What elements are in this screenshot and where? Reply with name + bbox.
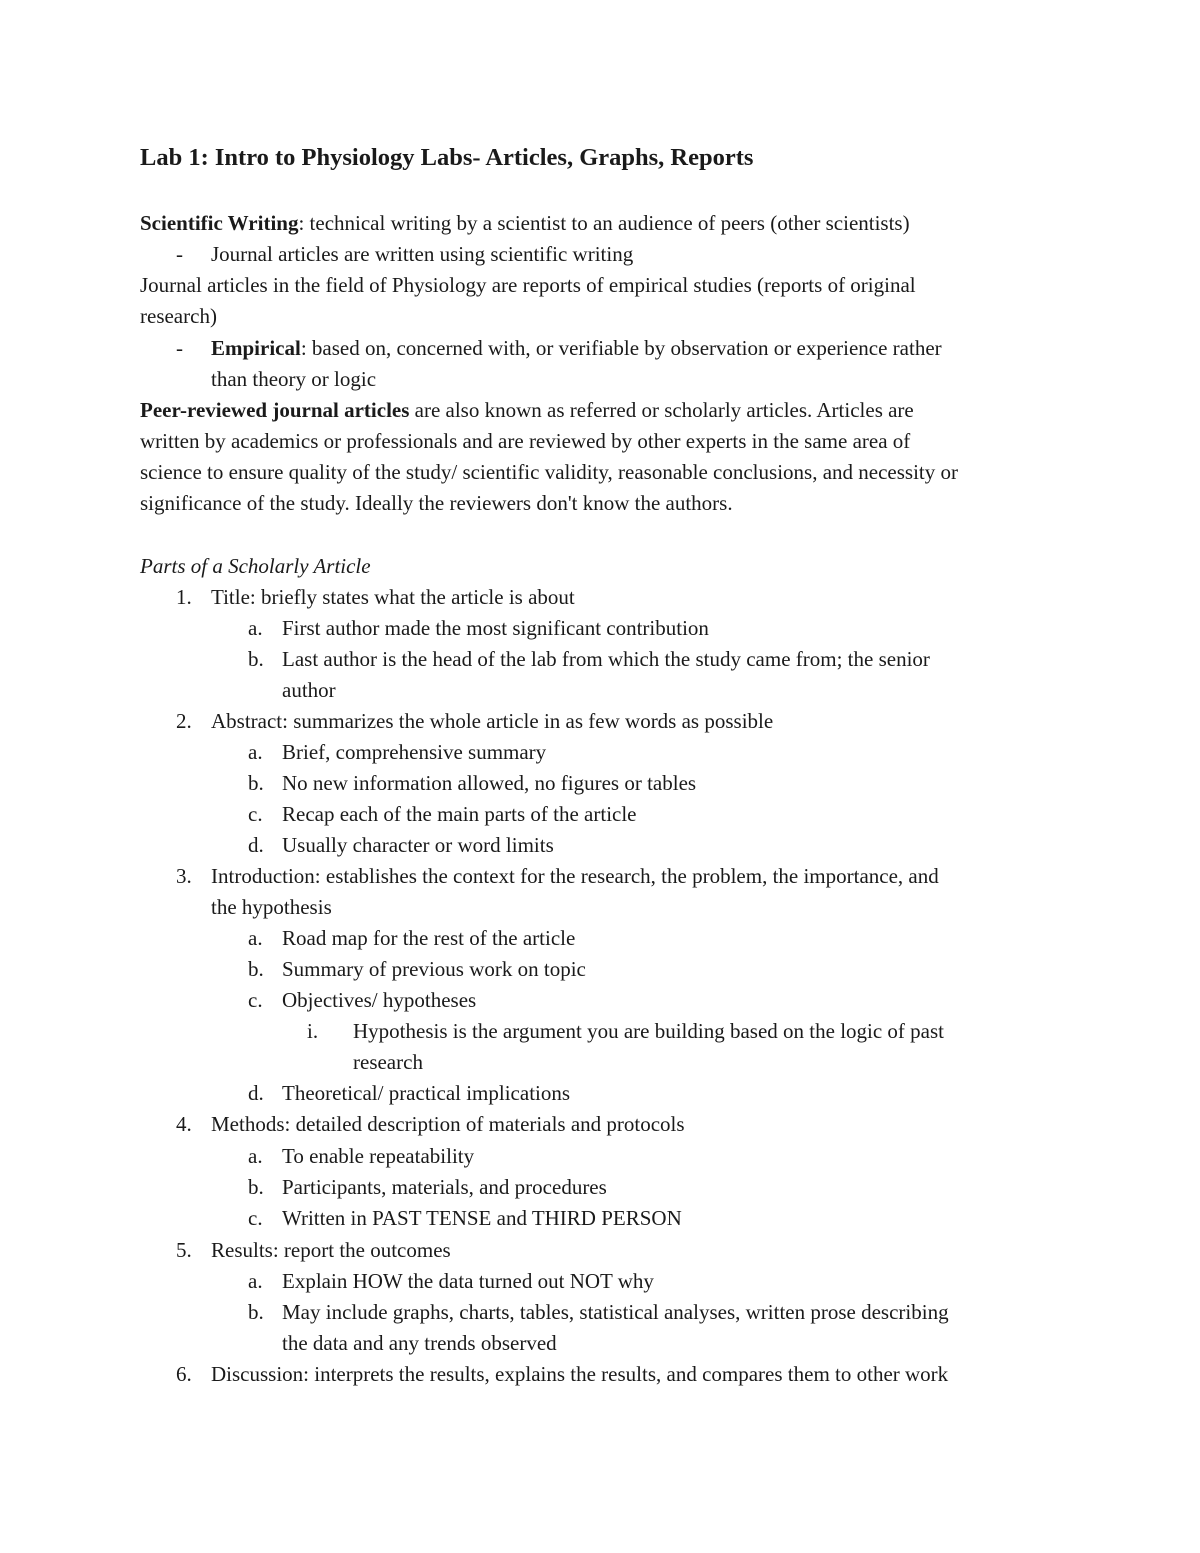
paragraph-line: written by academics or professionals and are reviewed by other experts in the same area of — [140, 429, 911, 453]
list-item: Written in PAST TENSE and THIRD PERSON — [282, 1206, 682, 1230]
paragraph-line: Journal articles in the field of Physiology are reports of empirical studies (reports of original — [140, 273, 916, 297]
list-item: Theoretical/ practical implications — [282, 1081, 571, 1105]
list-item: Participants, materials, and procedures — [282, 1175, 607, 1199]
list-item: Brief, comprehensive summary — [282, 740, 547, 764]
page-title: Lab 1: Intro to Physiology Labs- Articles, Graphs, Reports — [140, 144, 754, 171]
list-item: Methods: detailed description of materials and protocols — [211, 1112, 685, 1136]
list-item: Summary of previous work on topic — [282, 957, 586, 981]
list-item: Recap each of the main parts of the article — [282, 802, 637, 826]
list-roman: i. — [307, 1019, 319, 1043]
list-item: Title: briefly states what the article is about — [211, 585, 575, 609]
list-item: To enable repeatability — [282, 1144, 475, 1168]
dash-bullet: - — [176, 242, 183, 266]
list-item: Results: report the outcomes — [211, 1238, 451, 1262]
list-letter: a. — [248, 616, 263, 640]
paragraph-line: research) — [140, 304, 217, 328]
list-number: 6. — [176, 1362, 192, 1386]
term-scientific-writing: Scientific Writing — [140, 211, 299, 235]
dash-bullet: - — [176, 336, 183, 360]
list-number: 5. — [176, 1238, 192, 1262]
list-item: Explain HOW the data turned out NOT why — [282, 1269, 654, 1293]
list-letter: b. — [248, 1175, 264, 1199]
list-number: 3. — [176, 864, 192, 888]
list-letter: a. — [248, 1269, 263, 1293]
list-item-continued: the hypothesis — [211, 895, 332, 919]
bullet-journal-articles: Journal articles are written using scientific writing — [211, 242, 634, 266]
list-item: Last author is the head of the lab from which the study came from; the senior — [282, 647, 930, 671]
term-empirical: Empirical — [211, 336, 301, 360]
list-item: Usually character or word limits — [282, 833, 554, 857]
list-item-continued: the data and any trends observed — [282, 1331, 557, 1355]
list-letter: c. — [248, 802, 263, 826]
list-letter: c. — [248, 1206, 263, 1230]
peer-reviewed-paragraph — [140, 396, 914, 424]
list-item: Hypothesis is the argument you are building based on the logic of past — [353, 1019, 945, 1043]
empirical-text-continued: than theory or logic — [211, 367, 377, 391]
list-item: Road map for the rest of the article — [282, 926, 576, 950]
list-letter: a. — [248, 926, 263, 950]
section-heading — [140, 552, 371, 580]
empirical-text: : based on, concerned with, or verifiable by observation or experience rather — [300, 336, 942, 360]
list-letter: a. — [248, 1144, 263, 1168]
list-item-continued: research — [353, 1050, 423, 1074]
paragraph-line: science to ensure quality of the study/ scientific validity, reasonable conclusions, and necessity or — [140, 460, 958, 484]
list-letter: d. — [248, 1081, 264, 1105]
list-item: Discussion: interprets the results, explains the results, and compares them to other work — [211, 1362, 949, 1386]
list-item-continued: author — [282, 678, 336, 702]
empirical-definition — [211, 334, 942, 362]
list-item: May include graphs, charts, tables, statistical analyses, written prose describing — [282, 1300, 949, 1324]
section-heading-text: Parts of a Scholarly Article — [140, 554, 371, 578]
scientific-writing-definition — [140, 209, 910, 237]
list-number: 4. — [176, 1112, 192, 1136]
list-item: First author made the most significant contribution — [282, 616, 709, 640]
list-item: Introduction: establishes the context for the research, the problem, the importance, and — [211, 864, 939, 888]
list-letter: c. — [248, 988, 263, 1012]
list-item: Objectives/ hypotheses — [282, 988, 477, 1012]
term-peer-reviewed: Peer-reviewed journal articles — [140, 398, 410, 422]
list-item: No new information allowed, no figures or tables — [282, 771, 697, 795]
list-letter: b. — [248, 1300, 264, 1324]
list-item: Abstract: summarizes the whole article in as few words as possible — [211, 709, 774, 733]
list-letter: b. — [248, 957, 264, 981]
scientific-writing-text: : technical writing by a scientist to an audience of peers (other scientists) — [298, 211, 910, 235]
list-letter: b. — [248, 771, 264, 795]
paragraph-line: significance of the study. Ideally the reviewers don't know the authors. — [140, 491, 733, 515]
peer-reviewed-text: are also known as referred or scholarly articles. Articles are — [409, 398, 914, 422]
list-number: 2. — [176, 709, 192, 733]
list-letter: b. — [248, 647, 264, 671]
list-letter: d. — [248, 833, 264, 857]
list-number: 1. — [176, 585, 192, 609]
list-letter: a. — [248, 740, 263, 764]
